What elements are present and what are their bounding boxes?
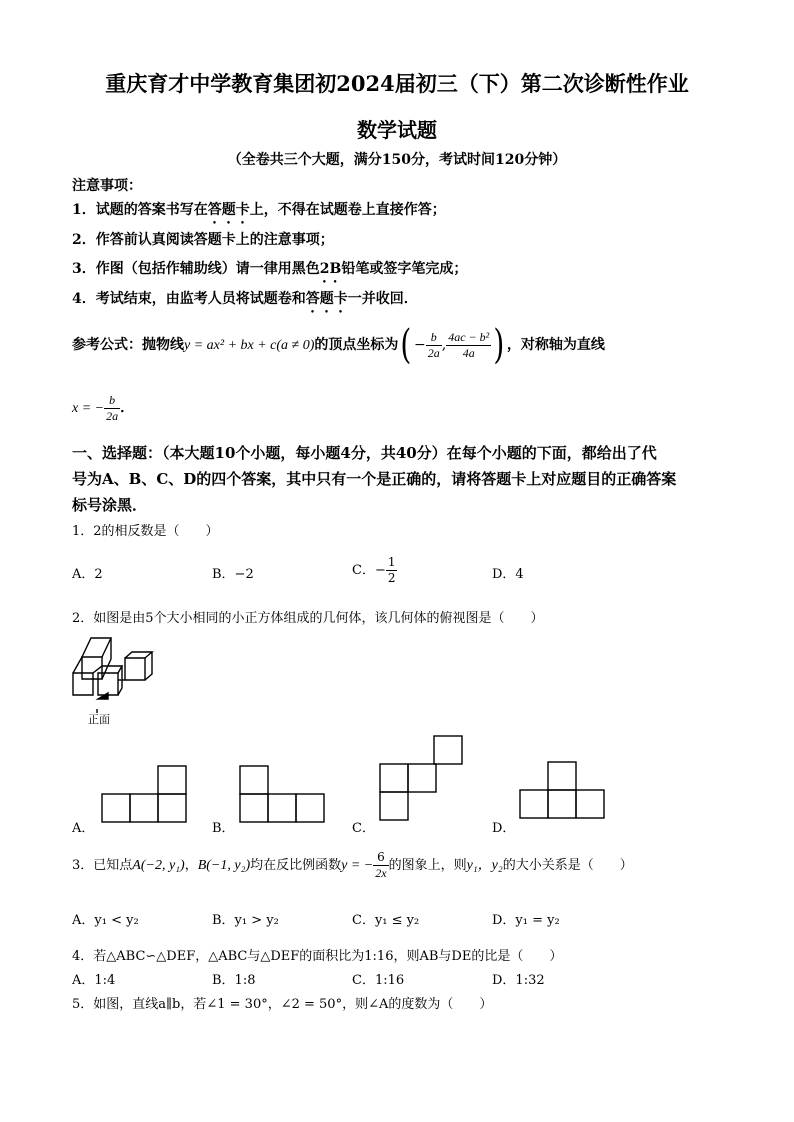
section-heading: 一、选择题：（本大题10个小题，每小题4分，共40分）在每个小题的下面，都给出了代 bbox=[72, 444, 657, 462]
front-label: 正面 bbox=[88, 713, 110, 726]
q2-option-d[interactable]: D． bbox=[492, 821, 516, 836]
q2-option-c[interactable]: C． bbox=[352, 821, 375, 836]
notice-item: 2．作答前认真阅读答题卡上的注意事项； bbox=[72, 232, 334, 248]
q4-option-a[interactable]: A．1:4 bbox=[72, 973, 116, 988]
q1-option-b[interactable]: B．−2 bbox=[212, 567, 254, 582]
q1-option-a[interactable]: A．2 bbox=[72, 567, 103, 582]
cube-solid-figure bbox=[70, 633, 170, 723]
q3-option-c[interactable]: C．y₁ ≤ y₂ bbox=[352, 913, 420, 928]
q2-option-c-figure[interactable] bbox=[378, 734, 468, 826]
q2-option-a[interactable]: A． bbox=[72, 821, 95, 836]
question-4-stem: 4．若△ABC∽△DEF，△ABC与△DEF的面积比为1:16，则AB与DE的比是（ ） bbox=[72, 949, 563, 964]
notice-heading: 注意事项： bbox=[72, 178, 142, 194]
reference-formula: 参考公式：抛物线y = ax² + bx + c(a ≠ 0)的顶点坐标为( − $\frac{b}{2a}$ , $\frac{\text{4ac − b²}}{4a}$ ) ，对称轴为直线 bbox=[72, 322, 605, 368]
question-3-stem: 3．已知点A(−2, y₁)，B(−1, y₂)均在反比例函数y = − $\frac{6}{2x}$ 的图象上，则y₁，y₂的大小关系是（ ） bbox=[72, 850, 633, 880]
q1-option-d[interactable]: D．4 bbox=[492, 567, 524, 582]
q3-option-b[interactable]: B．y₁ > y₂ bbox=[212, 913, 279, 928]
q3-option-d[interactable]: D．y₁ = y₂ bbox=[492, 913, 560, 928]
q3-option-a[interactable]: A．y₁ < y₂ bbox=[72, 913, 139, 928]
q4-option-b[interactable]: B．1:8 bbox=[212, 973, 256, 988]
q4-option-c[interactable]: C．1:16 bbox=[352, 973, 405, 988]
notice-item: 1．试题的答案书写在答题卡上，不得在试题卷上直接作答； bbox=[72, 202, 446, 218]
notice-item: 4．考试结束，由监考人员将试题卷和答题卡一并收回． bbox=[72, 291, 418, 307]
question-5-stem: 5．如图，直线a∥b，若∠1 = 30°，∠2 = 50°，则∠A的度数为（ ） bbox=[72, 997, 493, 1012]
subject-title: 数学试题 bbox=[357, 118, 437, 142]
section-heading: 标号涂黑． bbox=[72, 496, 148, 514]
q2-option-b-figure[interactable] bbox=[238, 764, 328, 826]
section-heading: 号为A、B、C、D的四个答案，其中只有一个是正确的，请将答题卡上对应题目的正确答案 bbox=[72, 470, 677, 488]
exam-title: 重庆育才中学教育集团初2024届初三（下）第二次诊断性作业 bbox=[105, 71, 689, 96]
notice-item: 3．作图（包括作辅助线）请一律用黑色2B铅笔或签字笔完成； bbox=[72, 261, 468, 277]
question-1-stem: 1．2的相反数是（ ） bbox=[72, 524, 219, 539]
q4-option-d[interactable]: D．1:32 bbox=[492, 973, 545, 988]
q2-option-a-figure[interactable] bbox=[100, 764, 190, 826]
q2-option-d-figure[interactable] bbox=[518, 760, 608, 822]
q2-option-b[interactable]: B． bbox=[212, 821, 235, 836]
axis-formula: x = − $\frac{b}{2a}$ ． bbox=[72, 392, 135, 423]
exam-info: （全卷共三个大题，满分150分，考试时间120分钟） bbox=[227, 152, 567, 168]
q1-option-c[interactable]: C．− $\frac{1}{2}$ bbox=[352, 555, 396, 585]
question-2-stem: 2．如图是由5个大小相同的小正方体组成的几何体，该几何体的俯视图是（ ） bbox=[72, 611, 544, 626]
